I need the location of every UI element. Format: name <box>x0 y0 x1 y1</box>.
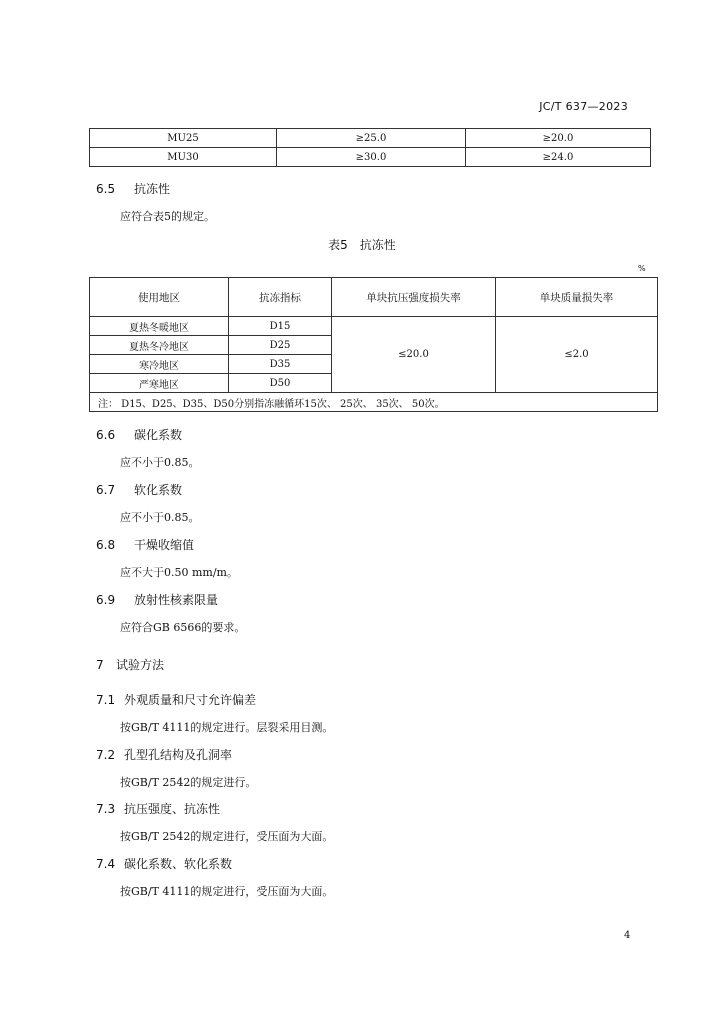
table-cell: ≥20.0 <box>466 129 651 148</box>
table-cell: ≥24.0 <box>466 148 651 167</box>
paragraph: 按GB/T 4111的规定进行，受压面为大面。 <box>120 885 334 898</box>
table-cell: MU30 <box>90 148 277 167</box>
table-caption: 表5 抗冻性 <box>328 238 396 252</box>
section-heading-7 <box>96 656 164 673</box>
section-heading-6-9 <box>96 591 218 608</box>
mass-loss-cell: ≤2.0 <box>496 317 658 393</box>
section-heading-7-2 <box>96 746 232 763</box>
column-header: 单块质量损失率 <box>496 278 658 317</box>
table-cell: ≥25.0 <box>277 129 466 148</box>
frost-resistance-table <box>89 277 658 412</box>
table-header-row <box>90 278 658 317</box>
section-title: 放射性核素限量 <box>134 593 219 607</box>
page-number: 4 <box>624 930 631 941</box>
section-title: 干燥收缩值 <box>134 538 195 552</box>
section-title: 软化系数 <box>134 483 183 497</box>
paragraph: 应不小于0.85。 <box>120 511 200 524</box>
strength-table-continued <box>89 128 651 167</box>
section-number: 6.6 <box>96 428 116 442</box>
index-cell: D25 <box>229 336 332 355</box>
paragraph: 应符合GB 6566的要求。 <box>120 621 246 634</box>
section-number: 6.8 <box>96 538 116 552</box>
paragraph: 应不大于0.50 mm/m。 <box>120 566 238 579</box>
column-header: 抗冻指标 <box>229 278 332 317</box>
section-title: 抗冻性 <box>134 182 171 196</box>
section-title: 外观质量和尺寸允许偏差 <box>124 693 257 707</box>
table-row <box>90 129 651 148</box>
section-title: 碳化系数 <box>134 428 183 442</box>
section-heading-6-7 <box>96 481 182 498</box>
document-code: JC/T 637—2023 <box>539 100 628 113</box>
section-heading-6-6 <box>96 426 182 443</box>
region-cell: 严寒地区 <box>90 374 229 393</box>
section-title: 抗压强度、抗冻性 <box>124 802 221 816</box>
region-cell: 夏热冬暖地区 <box>90 317 229 336</box>
section-number: 6.9 <box>96 593 116 607</box>
section-number: 7.2 <box>96 748 116 762</box>
section-number: 7.1 <box>96 693 116 707</box>
table-row <box>90 148 651 167</box>
table-note: 注： D15、D25、D35、D50分别指冻融循环15次、 25次、 35次、 50次。 <box>90 393 658 412</box>
region-cell: 夏热冬冷地区 <box>90 336 229 355</box>
section-title: 试验方法 <box>116 658 165 672</box>
section-title: 孔型孔结构及孔洞率 <box>124 748 233 762</box>
section-number: 6.5 <box>96 182 116 196</box>
section-number: 7.4 <box>96 857 116 871</box>
paragraph: 应不小于0.85。 <box>120 456 200 469</box>
strength-loss-cell: ≤20.0 <box>332 317 496 393</box>
section-heading-7-4 <box>96 855 232 872</box>
column-header: 使用地区 <box>90 278 229 317</box>
table-row <box>90 317 658 336</box>
section-number: 7 <box>96 658 104 672</box>
paragraph: 按GB/T 4111的规定进行。层裂采用目测。 <box>120 721 334 734</box>
section-heading-6-8 <box>96 536 194 553</box>
column-header: 单块抗压强度损失率 <box>332 278 496 317</box>
index-cell: D50 <box>229 374 332 393</box>
section-heading-6-5 <box>96 180 170 197</box>
section-heading-7-3 <box>96 800 220 817</box>
table-note-row <box>90 393 658 412</box>
section-number: 6.7 <box>96 483 116 497</box>
section-title: 碳化系数、软化系数 <box>124 857 233 871</box>
region-cell: 寒冷地区 <box>90 355 229 374</box>
section-number: 7.3 <box>96 802 116 816</box>
index-cell: D15 <box>229 317 332 336</box>
paragraph: 按GB/T 2542的规定进行。 <box>120 776 257 789</box>
table-cell: ≥30.0 <box>277 148 466 167</box>
table-unit: % <box>638 264 646 273</box>
paragraph: 应符合表5的规定。 <box>120 210 215 223</box>
table-cell: MU25 <box>90 129 277 148</box>
section-heading-7-1 <box>96 691 256 708</box>
paragraph: 按GB/T 2542的规定进行，受压面为大面。 <box>120 830 334 843</box>
index-cell: D35 <box>229 355 332 374</box>
